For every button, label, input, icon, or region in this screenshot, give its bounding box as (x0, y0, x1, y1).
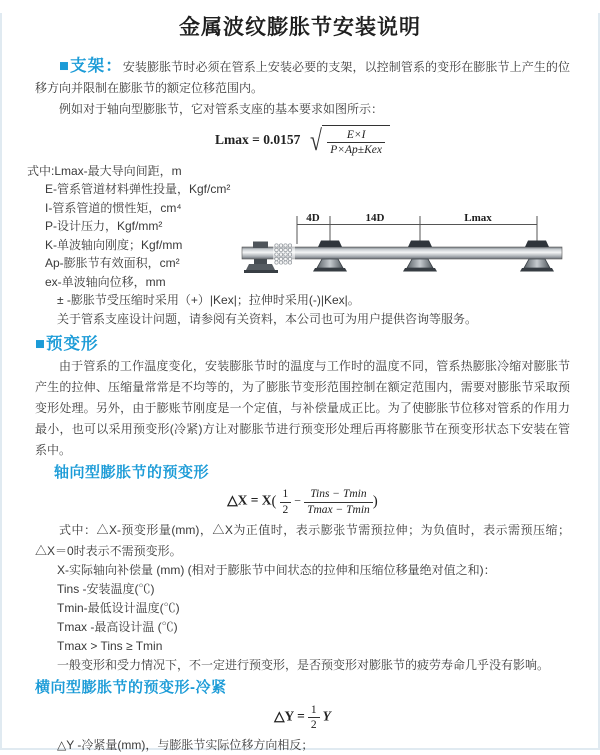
plusminus-note-line: ± -膨胀节受压缩时采用（+）|Kex|；拉伸时采用(-)|Kex|。 (57, 293, 360, 308)
dy-formula-rhs: Y (322, 708, 331, 724)
lmax-fraction-numerator: E×I (346, 129, 366, 141)
preform-section-heading: ■预变形 (35, 335, 99, 354)
lateral-coldpull-formula (35, 703, 570, 733)
bellows-icon (273, 244, 295, 265)
dimension-label-4d: 4D (306, 212, 320, 224)
radical-sign: √ (310, 124, 323, 157)
support-requirement-diagram (240, 208, 570, 280)
half-numerator: 1 (282, 488, 289, 501)
page-title: 金属波纹膨胀节安装说明 (179, 16, 421, 39)
axial-definition-line: 一般变形和受力情况下，不一定进行预变形，是否预变形对膨胀节的疲劳寿命几乎没有影响。 (57, 658, 550, 672)
preform-body-paragraph: 由于管系的工作温度变化，安装膨胀节时的温度与工作时的温度不同，管系热膨胀冷缩对膨胀节产生的拉伸、压缩量常常是不均等的，为了膨胀节变形范围控制在额定范围内，需要对膨胀节采取预变形处理。另外，由于膨账节刚度是一个定值，与补偿量成正比。为了使膨胀节位移对管系的作用力最小，也可以采用预变形(冷紧)方让对膨胀节进行预变形处理后再将膨胀节在预变形状态下安装在管系中。 (35, 359, 570, 458)
definition-line: K-单波轴向刚度；Kgf/mm (45, 237, 183, 252)
definition-line: P-设计压力，Kgf/mm² (45, 219, 163, 234)
lateral-subheading: 横向型膨胀节的预变形-冷紧 (35, 679, 227, 696)
axial-preform-formula (35, 487, 570, 517)
axial-definition-line: Tmax > Tins ≥ Tmin (57, 639, 163, 653)
definition-line: I-管系管道的惯性矩，cm⁴ (45, 200, 182, 215)
left-paren: ( (271, 493, 277, 510)
dimension-label-lmax: Lmax (464, 212, 492, 224)
support-intro-text: 安装膨胀节时必须在管系上安装必要的支架，以控制管系的变形在膨胀节上产生的位移方向并限制在膨胀节的额定位移范围内。 (35, 60, 570, 95)
lmax-formula (35, 125, 570, 158)
axial-definition-line: Tmax -最高设计温 (℃) (57, 620, 178, 634)
axial-formula-explanation: 式中：△X-预变形量(mm)，△X为正值时，表示膨张节需预拉伸；为负值时，表示需预压缩；△X＝0时表示不需预变形。 (35, 523, 570, 558)
dy-half-denominator: 2 (308, 717, 320, 732)
temperature-fraction-numerator: Tins − Tmin (310, 488, 367, 501)
radicand (322, 125, 390, 158)
axial-subheading: 轴向型膨胀节的预变形 (54, 464, 210, 482)
definition-line: 式中:Lmax-最大导向间距，m (27, 163, 182, 178)
support-example-line: 例如对于轴向型膨胀节，它对管系支座的基本要求如图所示： (59, 102, 384, 116)
lmax-formula-lhs: Lmax = 0.0157 (215, 132, 301, 148)
document-page (0, 13, 600, 750)
axial-definition-line: X-实际轴向补偿量 (mm) (相对于膨胀节中间状态的拉伸和压缩位移量绝对值之和)： (57, 563, 496, 577)
support-section-heading: ■支架： (59, 57, 123, 75)
consulting-note-line: 关于管系支座设计问题，请参阅有关资料，本公司也可为用户提供咨询等服务。 (57, 312, 478, 327)
lmax-fraction-denominator: P×Ap±Kex (327, 142, 385, 157)
document-content (2, 56, 598, 755)
definition-line: Ap-膨胀节有效面积，cm² (45, 256, 180, 271)
lmax-fraction (327, 128, 385, 158)
lateral-note-line: △Y -冷紧量(mm)，与膨胀节实际位移方向相反； (57, 737, 314, 752)
minus-sign: − (294, 493, 302, 508)
definition-line: ex-单波轴向位移，mm (45, 274, 166, 289)
dx-formula-lhs: △X = X (227, 492, 272, 508)
definition-line: E-管系管道材料弹性投量，Kgf/cm² (45, 182, 231, 197)
right-paren: ) (372, 493, 378, 510)
axial-definition-line: Tins -安装温度(℃) (57, 582, 155, 596)
temperature-fraction-denominator: Tmax − Tmin (304, 502, 373, 517)
one-half-fraction (280, 487, 292, 517)
dy-half-numerator: 1 (310, 704, 317, 716)
dy-formula-lhs: △Y = (274, 708, 305, 724)
half-denominator: 2 (280, 502, 292, 517)
dy-one-half-fraction (308, 703, 320, 733)
temperature-fraction (304, 487, 373, 517)
support-intro-paragraph (35, 56, 570, 99)
dimension-label-14d: 14D (365, 212, 385, 224)
axial-symbol-definitions (35, 561, 570, 675)
sqrt-radical (308, 125, 390, 158)
axial-definition-line: Tmin-最低设计温度(℃) (57, 601, 180, 615)
